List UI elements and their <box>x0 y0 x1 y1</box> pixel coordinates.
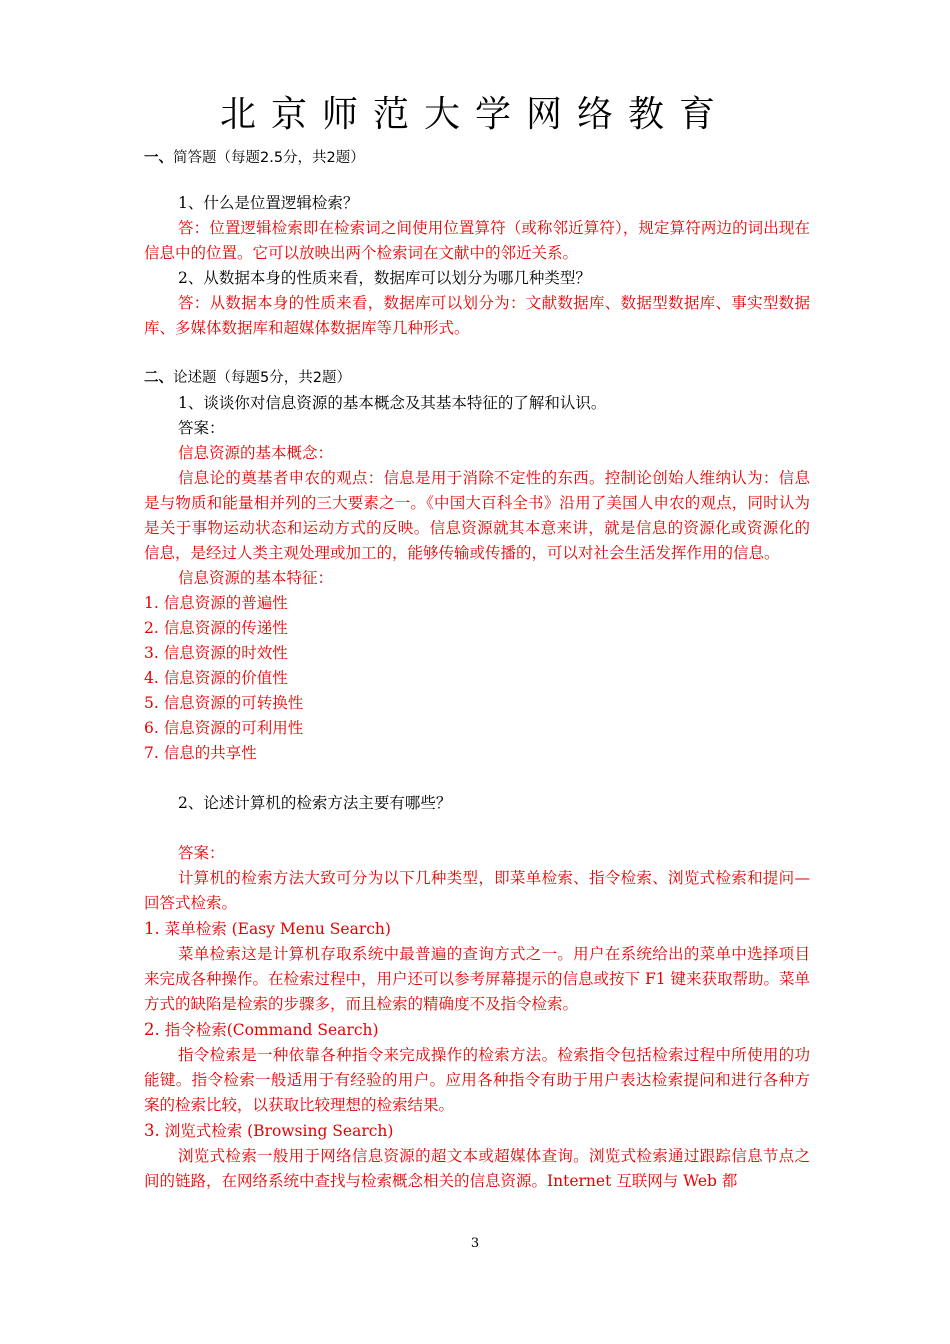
feature-item: 1. 信息资源的普遍性 <box>144 594 288 612</box>
method-heading <box>144 1017 810 1043</box>
feature-item: 3. 信息资源的时效性 <box>144 644 288 662</box>
features-label: 信息资源的基本特征： <box>178 569 334 587</box>
method-title: 浏览式检索 (Browsing Search) <box>164 1122 394 1140</box>
s2-question-2: 2、论述计算机的检索方法主要有哪些？ <box>178 794 452 812</box>
page-number: 3 <box>470 1236 480 1251</box>
method-number: 3. <box>144 1121 160 1140</box>
s2-answer2-label: 答案： <box>178 844 225 862</box>
s2-question-1: 1、谈谈你对信息资源的基本概念及其基本特征的了解和认识。 <box>178 394 607 412</box>
features-list <box>144 591 810 766</box>
feature-item: 6. 信息资源的可利用性 <box>144 719 304 737</box>
section-2-title: 论述题（每题5分，共2题） <box>173 370 351 386</box>
section-1-heading <box>144 146 810 171</box>
methods-intro: 计算机的检索方法大致可分为以下几种类型，即菜单检索、指令检索、浏览式检索和提问—回答式检索。 <box>144 869 810 912</box>
s1-question-2: 2、从数据本身的性质来看，数据库可以划分为哪几种类型？ <box>178 269 591 287</box>
method-title: 指令检索(Command Search) <box>164 1021 379 1039</box>
feature-item: 7. 信息的共享性 <box>144 744 257 762</box>
concept-text: 信息论的奠基者申农的观点：信息是用于消除不定性的东西。控制论创始人维纳认为：信息是与物质和能量相并列的三大要素之一。《中国大百科全书》沿用了美国人申农的观点，同时认为是关于事物运动状态和运动方式的反映。信息资源就其本意来讲，就是信息的资源化或资源化的信息，是经过人类主观处理或加工的，能够传输或传播的，可以对社会生活发挥作用的信息。 <box>144 469 810 562</box>
s1-answer-2: 答：从数据本身的性质来看，数据库可以划分为：文献数据库、数据型数据库、事实型数据库、多媒体数据库和超媒体数据库等几种形式。 <box>144 294 810 337</box>
feature-item: 4. 信息资源的价值性 <box>144 669 288 687</box>
method-text: 指令检索是一种依靠各种指令来完成操作的检索方法。检索指令包括检索过程中所使用的功能键。指令检索一般适用于有经验的用户。应用各种指令有助于用户表达检索提问和进行各种方案的检索比较，以获取比较理想的检索结果。 <box>144 1046 810 1114</box>
section-1-title: 简答题（每题2.5分，共2题） <box>173 150 365 166</box>
section-2-number: 二、 <box>144 370 173 386</box>
section-1-number: 一、 <box>144 150 173 166</box>
s1-question-1: 1、什么是位置逻辑检索？ <box>178 194 359 212</box>
method-heading <box>144 916 810 942</box>
method-text: 菜单检索这是计算机存取系统中最普遍的查询方式之一。用户在系统给出的菜单中选择项目来完成各种操作。在检索过程中，用户还可以参考屏幕提示的信息或按下 F1 键来获取帮助。菜单方式的缺陷是检索的步骤多，而且检索的精确度不及指令检索。 <box>144 945 810 1013</box>
s1-answer-1: 答：位置逻辑检索即在检索词之间使用位置算符（或称邻近算符），规定算符两边的词出现在信息中的位置。它可以放映出两个检索词在文献中的邻近关系。 <box>144 219 810 262</box>
feature-item: 2. 信息资源的传递性 <box>144 619 288 637</box>
document-body <box>144 146 810 1194</box>
section-2-heading <box>144 366 810 391</box>
method-number: 1. <box>144 919 160 938</box>
page-title: 北京师范大学网络教育 <box>219 94 730 135</box>
method-heading <box>144 1118 810 1144</box>
concept-label: 信息资源的基本概念： <box>178 444 334 462</box>
s2-answer-label: 答案： <box>178 419 225 437</box>
method-number: 2. <box>144 1020 160 1039</box>
method-title: 菜单检索 (Easy Menu Search) <box>164 920 391 938</box>
method-text: 浏览式检索一般用于网络信息资源的超文本或超媒体查询。浏览式检索通过跟踪信息节点之间的链路，在网络系统中查找与检索概念相关的信息资源。Internet 互联网与 Web 都 <box>144 1147 810 1190</box>
feature-item: 5. 信息资源的可转换性 <box>144 694 304 712</box>
